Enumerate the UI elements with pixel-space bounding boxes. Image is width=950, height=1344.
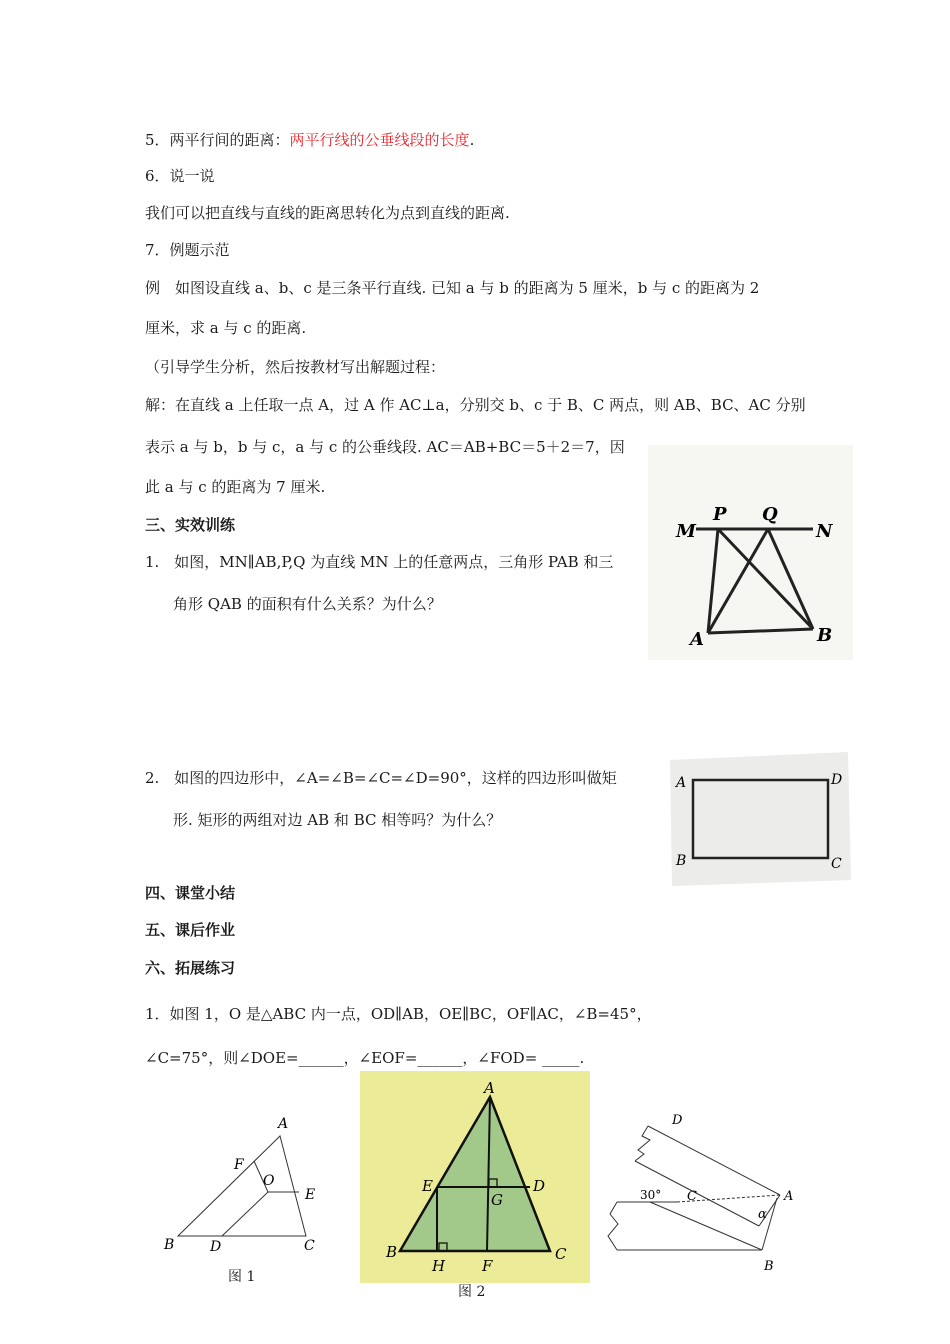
label-d: D [672, 1113, 683, 1128]
label-a: A [676, 775, 687, 791]
example-line-2: 厘米，求 a 与 c 的距离. [145, 319, 307, 337]
label-c: C [687, 1189, 697, 1204]
label-d: D [533, 1177, 546, 1195]
section-6-body: 我们可以把直线与直线的距离思转化为点到直线的距离. [145, 204, 510, 222]
label-q: Q [762, 504, 778, 525]
figure-2-caption: 图 2 [458, 1284, 486, 1300]
label-p: P [713, 504, 727, 525]
label-b: B [386, 1243, 398, 1261]
label-b: B [676, 853, 687, 869]
solution-line-2: 表示 a 与 b，b 与 c，a 与 c 的公垂线段. AC＝AB+BC＝5＋2＝7，因 [145, 438, 625, 456]
highlight-definition: 两平行线的公垂线段的长度 [289, 131, 470, 149]
section-5: 5．两平行间的距离：两平行线的公垂线段的长度. [145, 131, 475, 149]
solution-line-3: 此 a 与 c 的距离为 7 厘米. [145, 478, 326, 496]
label-c: C [555, 1245, 567, 1263]
figure-1-triangle [158, 1108, 333, 1253]
figure-parallel-triangles [648, 445, 853, 660]
label-e: E [305, 1187, 316, 1203]
question-1-line-2: 角形 QAB 的面积有什么关系？为什么？ [173, 595, 442, 613]
label-m: M [676, 521, 696, 542]
label-f: F [234, 1157, 244, 1173]
label-f: F [482, 1257, 493, 1275]
figure-3-folded-strip [602, 1112, 812, 1282]
label-a: A [690, 629, 704, 650]
label-o: O [263, 1173, 275, 1189]
label-g: G [491, 1191, 503, 1209]
label-b: B [764, 1259, 774, 1274]
label-a: A [484, 1079, 495, 1097]
heading-homework: 五、课后作业 [145, 921, 236, 939]
label-d: D [831, 772, 843, 788]
section-6-title: 6．说一说 [145, 167, 215, 185]
heading-summary: 四、课堂小结 [145, 884, 236, 902]
label-n: N [816, 521, 833, 542]
label-a: A [278, 1116, 289, 1132]
extension-1-line-2: ∠C=75°，则∠DOE=______，∠EOF=______，∠FOD= _____. [145, 1049, 585, 1067]
label-b: B [817, 625, 833, 646]
label-e: E [422, 1177, 433, 1195]
guide-note: （引导学生分析，然后按教材写出解题过程： [145, 358, 446, 376]
figure-rectangle [668, 752, 853, 887]
label-alpha: α [758, 1207, 767, 1222]
question-2-line-2: 形. 矩形的两组对边 AB 和 BC 相等吗？为什么？ [173, 811, 502, 829]
question-2-line-1: 2. 如图的四边形中，∠A=∠B=∠C=∠D=90°，这样的四边形叫做矩 [145, 769, 617, 787]
heading-practice: 三、实效训练 [145, 516, 236, 534]
section-7-title: 7．例题示范 [145, 241, 230, 259]
label-c: C [831, 856, 842, 872]
figure-2-triangle [360, 1071, 590, 1283]
label-c: C [304, 1238, 315, 1253]
solution-line-1: 解：在直线 a 上任取一点 A，过 A 作 AC⊥a，分别交 b、c 于 B、C 两点，则 AB、BC、AC 分别 [145, 396, 806, 414]
heading-extension: 六、拓展练习 [145, 959, 236, 977]
label-angle: 30° [640, 1188, 662, 1202]
label-b: B [164, 1237, 175, 1253]
label-a: A [784, 1189, 794, 1204]
figure-1-caption: 图 1 [228, 1269, 256, 1285]
extension-1-line-1: 1．如图 1，O 是△ABC 内一点，OD∥AB，OE∥BC，OF∥AC，∠B=45°， [145, 1005, 652, 1023]
example-line-1: 例 如图设直线 a、b、c 是三条平行直线. 已知 a 与 b 的距离为 5 厘米，b 与 c 的距离为 2 [145, 279, 760, 297]
label-h: H [432, 1257, 446, 1275]
label-d: D [210, 1239, 222, 1253]
question-1-line-1: 1. 如图，MN∥AB,P,Q 为直线 MN 上的任意两点，三角形 PAB 和三 [145, 553, 614, 571]
